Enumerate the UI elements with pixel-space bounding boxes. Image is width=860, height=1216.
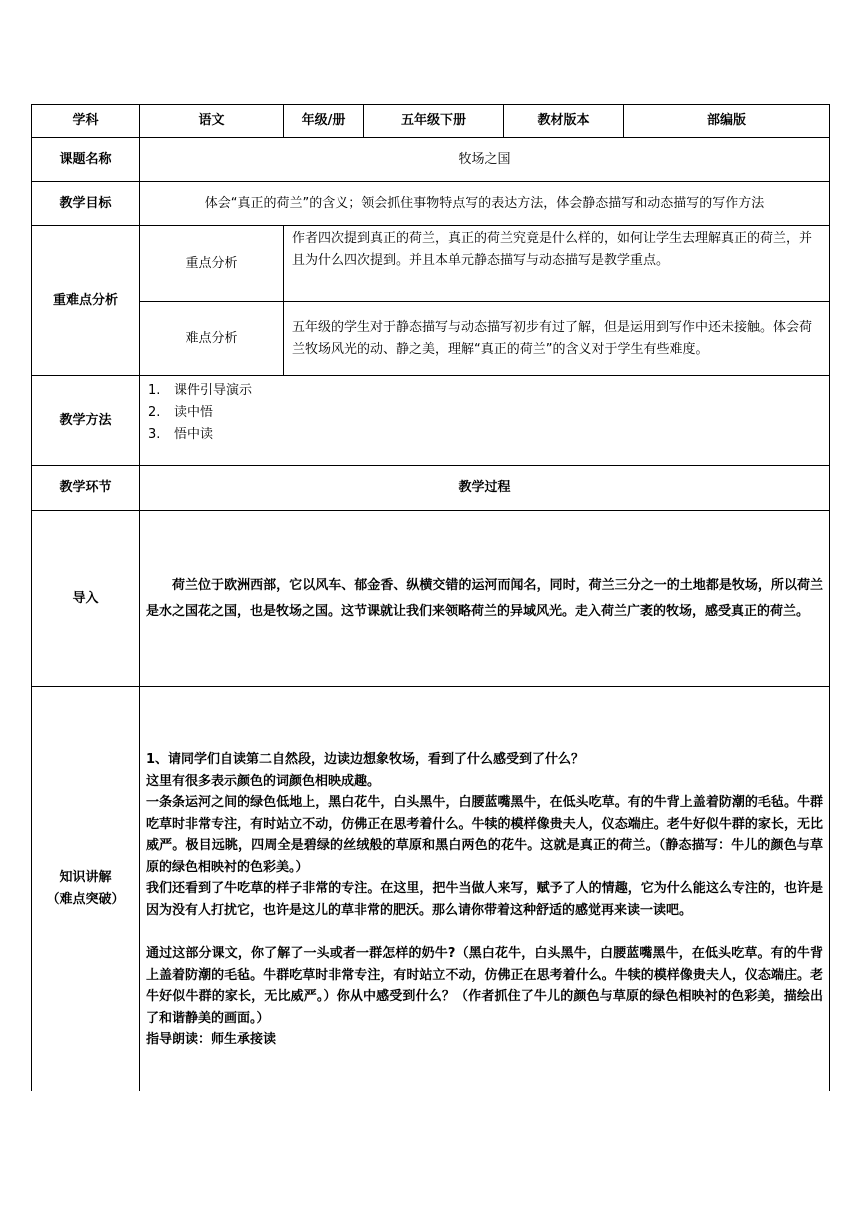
knowledge-content	[140, 687, 830, 1091]
intro-row	[32, 511, 830, 687]
key-point-label: 重点分析	[140, 226, 284, 302]
paragraph-gap	[146, 921, 823, 943]
method-cell	[140, 376, 830, 466]
method-list	[140, 376, 829, 450]
lesson-plan-table	[31, 104, 830, 1091]
process-header-row	[32, 466, 830, 511]
grade-value: 五年级下册	[364, 105, 504, 138]
difficulty-label: 重难点分析	[32, 226, 140, 376]
grade-label: 年级/册	[284, 105, 364, 138]
goal-label: 教学目标	[32, 182, 140, 226]
knowledge-row	[32, 687, 830, 1091]
knowledge-label-line-1: 知识讲解	[59, 869, 112, 885]
goal-row	[32, 182, 830, 226]
lesson-title: 牧场之国	[140, 138, 830, 182]
key-point-row	[32, 226, 830, 302]
key-point-text: 作者四次提到真正的荷兰，真正的荷兰究竟是什么样的，如何让学生去理解真正的荷兰，并且为什么四次提到。并且本单元静态描写与动态描写是教学重点。	[284, 226, 830, 302]
edition-value: 部编版	[624, 105, 830, 138]
list-item: 3. 悟中读	[148, 427, 214, 442]
process-stage-label: 教学环节	[32, 466, 140, 511]
goal-text: 体会“真正的荷兰”的含义；领会抓住事物特点写的表达方法，体会静态描写和动态描写的写作方法	[140, 182, 830, 226]
knowledge-explanation: 我们还看到了牛吃草的样子非常的专注。在这里，把牛当做人来写，赋予了人的情趣，它为什么能这么专注的，也许是因为没有人打扰它，也许是这儿的草非常的肥沃。那么请你带着这种舒适的感觉再来读一读吧。	[146, 881, 823, 918]
intro-text: 荷兰位于欧洲西部，它以风车、郁金香、纵横交错的运河而闻名，同时，荷兰三分之一的土地都是牧场，所以荷兰是水之国花之国，也是牧场之国。这节课就让我们来领略荷兰的异域风光。走入荷兰广袤的牧场，感受真正的荷兰。	[140, 511, 830, 687]
list-item: 1. 课件引导演示	[148, 383, 253, 398]
knowledge-discussion: 通过这部分课文，你了解了一头或者一群怎样的奶牛?（黑白花牛，白头黑牛，白腰蓝嘴黑牛，在低头吃草。有的牛背上盖着防潮的毛毡。牛群吃草时非常专注，有时站立不动，仿佛正在思考着什么。牛犊的模样像贵夫人，仪态端庄。老牛好似牛群的家长，无比威严。）你从中感受到什么？（作者抓住了牛儿的颜色与草原的绿色相映衬的色彩美，描绘出了和谐静美的画面。）	[146, 946, 823, 1026]
header-row	[32, 105, 830, 138]
difficult-point-row	[32, 302, 830, 376]
list-item: 2. 读中悟	[148, 405, 214, 420]
method-row	[32, 376, 830, 466]
process-title: 教学过程	[140, 466, 830, 511]
knowledge-label-line-2: （难点突破）	[46, 891, 125, 907]
lesson-plan-sheet	[31, 104, 829, 1091]
lesson-label: 课题名称	[32, 138, 140, 182]
knowledge-reading-guide: 指导朗读：师生承接读	[146, 1032, 277, 1047]
knowledge-color-note: 这里有很多表示颜色的词颜色相映成趣。	[146, 773, 381, 789]
method-label: 教学方法	[32, 376, 140, 466]
intro-label: 导入	[32, 511, 140, 687]
lesson-row	[32, 138, 830, 182]
subject-value: 语文	[140, 105, 284, 138]
subject-label: 学科	[32, 105, 140, 138]
difficult-point-label: 难点分析	[140, 302, 284, 376]
knowledge-question: 1、请同学们自读第二自然段，边读边想象牧场，看到了什么感受到了什么？	[146, 752, 585, 767]
knowledge-label	[32, 687, 140, 1091]
knowledge-passage: 一条条运河之间的绿色低地上，黑白花牛，白头黑牛，白腰蓝嘴黑牛，在低头吃草。有的牛背上盖着防潮的毛毡。牛群吃草时非常专注，有时站立不动，仿佛正在思考着什么。牛犊的模样像贵夫人，仪态端庄。老牛好似牛群的家长，无比威严。极目远眺，四周全是碧绿的丝绒般的草原和黑白两色的花牛。这就是真正的荷兰。（静态描写：牛儿的颜色与草原的绿色相映衬的色彩美。）	[146, 795, 823, 875]
difficult-point-text: 五年级的学生对于静态描写与动态描写初步有过了解，但是运用到写作中还未接触。体会荷兰牧场风光的动、静之美，理解“真正的荷兰”的含义对于学生有些难度。	[284, 302, 830, 376]
edition-label: 教材版本	[504, 105, 624, 138]
